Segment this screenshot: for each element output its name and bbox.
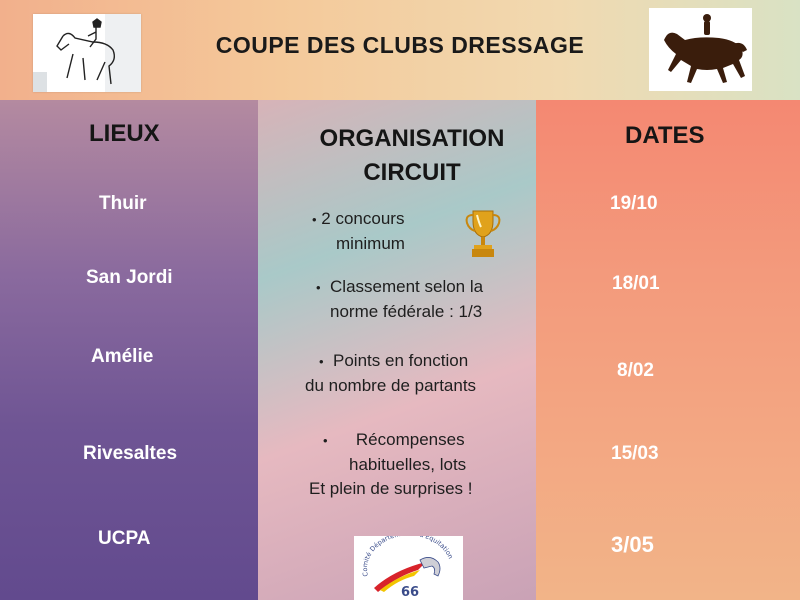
bullet-icon: •	[323, 433, 328, 448]
date-amelie: 8/02	[617, 360, 654, 381]
list-item-text: Et plein de surprises !	[309, 479, 473, 498]
place-amelie: Amélie	[91, 346, 154, 367]
date-san-jordi: 18/01	[612, 273, 660, 294]
date-rivesaltes: 15/03	[611, 443, 659, 464]
bullet-icon: •	[319, 354, 324, 369]
organisation-heading	[288, 122, 536, 190]
bullet-icon: •	[316, 280, 321, 295]
place-san-jordi: San Jordi	[86, 267, 173, 288]
dates-heading: DATES	[625, 122, 705, 149]
date-ucpa: 3/05	[611, 532, 654, 557]
place-thuir: Thuir	[99, 193, 147, 214]
logo-number: 66	[401, 585, 420, 600]
bullet-icon: •	[312, 212, 317, 227]
list-item-points	[305, 349, 476, 398]
list-item-text: Points en fonction	[333, 351, 469, 370]
logo-text: Comité Départe Equitation	[361, 536, 455, 578]
place-ucpa: UCPA	[98, 528, 151, 549]
dressage-rider-sketch-icon	[33, 14, 141, 92]
list-item-concours	[312, 207, 405, 256]
list-item-text: du nombre de partants	[305, 376, 477, 395]
page-title: COUPE DES CLUBS DRESSAGE	[215, 32, 585, 58]
list-item-text: habituelles, lots	[349, 455, 467, 474]
list-item-classement	[316, 275, 483, 324]
list-item-text: 2 concours	[321, 209, 405, 228]
place-rivesaltes: Rivesaltes	[83, 443, 178, 464]
header-banner	[0, 0, 800, 100]
list-item-text: Récompenses	[355, 430, 465, 449]
date-thuir: 19/10	[610, 193, 658, 214]
organisation-heading-line2: CIRCUIT	[363, 159, 461, 186]
list-item-text: Classement selon la	[330, 277, 484, 296]
list-item-text: minimum	[336, 234, 405, 253]
horse-rider-silhouette-icon	[649, 8, 752, 91]
dates-column	[536, 100, 800, 600]
organisation-heading-line1: ORGANISATION	[319, 125, 505, 152]
trophy-icon	[463, 207, 503, 259]
list-item-recompenses	[309, 428, 472, 501]
comite-equitation-66-logo	[354, 536, 463, 600]
list-item-text: norme fédérale : 1/3	[330, 302, 483, 321]
lieux-heading: LIEUX	[89, 120, 160, 147]
